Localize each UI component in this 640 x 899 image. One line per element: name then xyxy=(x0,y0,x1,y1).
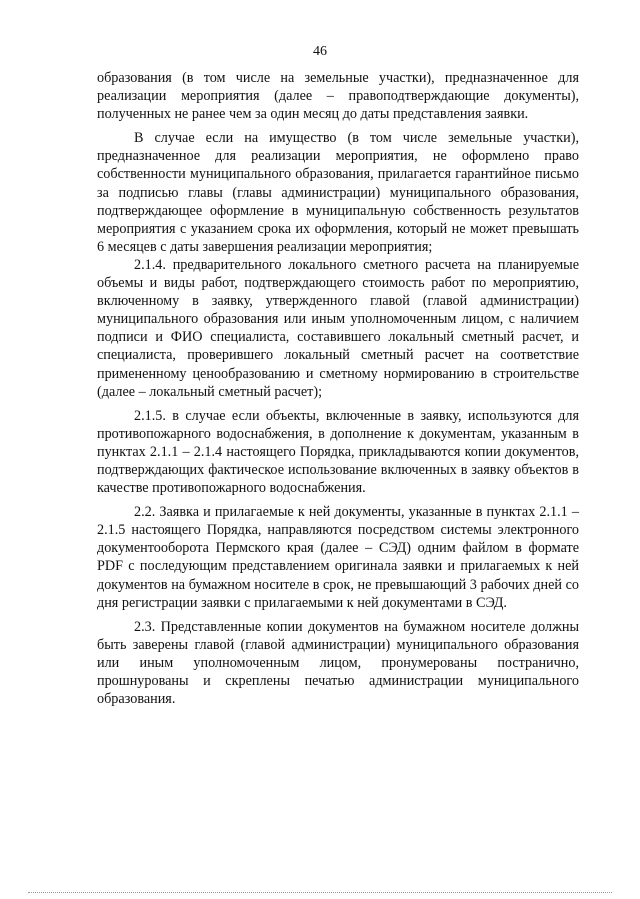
scan-bottom-edge xyxy=(28,892,612,893)
paragraph-2-1-5: 2.1.5. в случае если объекты, включенные в заявку, используются для противопожарного водоснабжения, в дополнение к документам, указанным в пунктах 2.1.1 – 2.1.4 настоящего Порядка, прикладываются копии документов, подтверждающих фактическое использование включенных в заявку объектов в качестве противопожарного водоснабжения. xyxy=(97,407,579,497)
page-number: 46 xyxy=(313,44,327,59)
paragraph-2-2: 2.2. Заявка и прилагаемые к ней документы, указанные в пунктах 2.1.1 – 2.1.5 настоящего Порядка, направляются посредством системы электронного документооборота Пермского края (далее – СЭД) одним файлом в формате PDF с последующим представлением оригинала заявки и прилагаемых к ней документов на бумажном носителе в срок, не превышающий 3 рабочих дней со дня регистрации заявки с прилагаемыми к ней документами в СЭД. xyxy=(97,504,579,611)
paragraph-guarantee-letter: В случае если на имущество (в том числе земельные участки), предназначенное для реализации мероприятия, не оформлено право собственности муниципального образования, прилагается гарантийное письмо за подписью главы (главы администрации) муниципального образования, подтверждающее оформление в муниципальную собственность результатов мероприятия с указанием срока их оформления, который не может превышать 6 месяцев с даты завершения реализации мероприятия; xyxy=(97,130,579,255)
document-body xyxy=(97,69,579,708)
paragraph-2-3: 2.3. Представленные копии документов на бумажном носителе должны быть заверены главой (главой администрации) муниципального образования или иным уполномоченным лицом, пронумерованы постранично, прошнурованы и скреплены печатью администрации муниципального образования. xyxy=(97,618,579,708)
paragraph-continuation: образования (в том числе на земельные участки), предназначенное для реализации мероприятия (далее – правоподтверждающие документы), полученных не ранее чем за один месяц до даты представления заявки. xyxy=(97,70,579,123)
paragraph-2-1-4: 2.1.4. предварительного локального сметного расчета на планируемые объемы и виды работ, подтверждающего стоимость работ по мероприятию, включенному в заявку, утвержденного главой (главой администрации) муниципального образования или иным уполномоченным лицом, с наличием подписи и ФИО специалиста, составившего локальный сметный расчет, и специалиста, проверившего локальный сметный расчет на соответствие примененному ценообразованию и сметному нормированию в строительстве (далее – локальный сметный расчет); xyxy=(97,256,579,400)
